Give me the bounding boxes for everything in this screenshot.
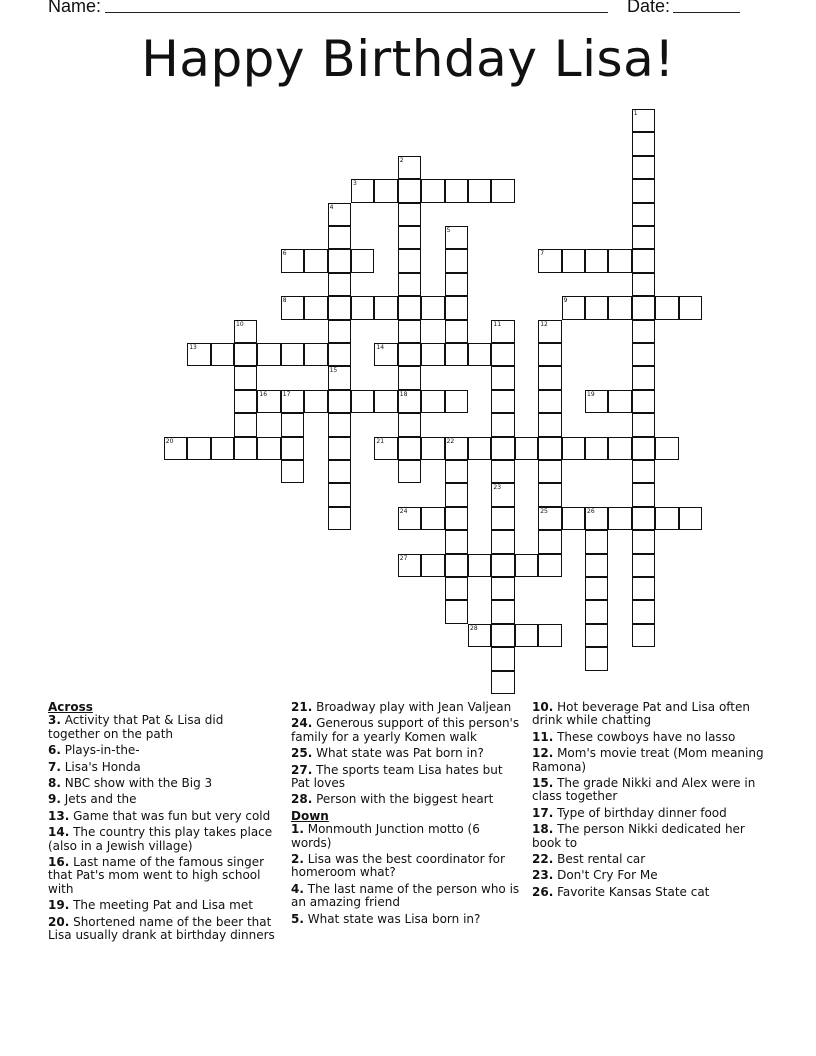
grid-cell[interactable] <box>608 296 631 319</box>
clue-item <box>48 761 278 774</box>
clue-item <box>532 853 772 866</box>
grid-cell[interactable] <box>374 343 397 366</box>
clue-item-text: Lisa's Honda <box>60 759 141 774</box>
clue-item <box>291 913 521 926</box>
grid-cell[interactable] <box>468 437 491 460</box>
clue-item <box>532 777 772 804</box>
grid-cell[interactable] <box>234 413 257 436</box>
grid-cell[interactable] <box>281 460 304 483</box>
clue-number: 27 <box>399 554 408 562</box>
clue-item <box>291 823 521 850</box>
grid-cell[interactable] <box>491 437 514 460</box>
clue-item <box>291 701 521 714</box>
grid-cell[interactable] <box>398 460 421 483</box>
grid-cell[interactable] <box>491 320 514 343</box>
clue-item <box>48 714 278 741</box>
across-clues-list-continued <box>291 701 521 807</box>
grid-cell[interactable] <box>632 343 655 366</box>
grid-cell[interactable] <box>632 226 655 249</box>
grid-cell[interactable] <box>491 343 514 366</box>
clue-number: 25 <box>540 507 548 515</box>
grid-cell[interactable] <box>585 554 608 577</box>
grid-cell[interactable] <box>632 249 655 272</box>
grid-cell[interactable] <box>164 437 187 460</box>
grid-cell[interactable] <box>398 554 421 577</box>
grid-cell[interactable] <box>257 390 280 413</box>
down-heading: Down <box>291 808 329 823</box>
clue-item <box>48 810 278 823</box>
grid-cell[interactable] <box>351 296 374 319</box>
clue-item-text: Shortened name of the beer that Lisa usually drank at birthday dinners <box>48 914 275 943</box>
grid-cell[interactable] <box>632 530 655 553</box>
grid-cell[interactable] <box>187 343 210 366</box>
grid-cell[interactable] <box>328 366 351 389</box>
clue-number: 24 <box>399 507 408 515</box>
grid-cell[interactable] <box>491 647 514 670</box>
grid-cell[interactable] <box>328 483 351 506</box>
grid-cell[interactable] <box>632 600 655 623</box>
clue-number: 19 <box>587 390 595 398</box>
grid-cell[interactable] <box>632 296 655 319</box>
grid-cell[interactable] <box>632 554 655 577</box>
clue-item-number: 25. <box>291 746 313 761</box>
grid-cell[interactable] <box>398 296 421 319</box>
grid-cell[interactable] <box>398 249 421 272</box>
clue-item-text: NBC show with the Big 3 <box>60 776 213 791</box>
grid-cell[interactable] <box>398 390 421 413</box>
grid-cell[interactable] <box>281 249 304 272</box>
grid-cell[interactable] <box>538 413 561 436</box>
grid-cell[interactable] <box>445 320 468 343</box>
grid-cell[interactable] <box>632 109 655 132</box>
grid-cell[interactable] <box>281 343 304 366</box>
grid-cell[interactable] <box>491 460 514 483</box>
grid-cell[interactable] <box>445 273 468 296</box>
clue-item <box>48 793 278 806</box>
grid-cell[interactable] <box>655 437 678 460</box>
grid-cell[interactable] <box>608 507 631 530</box>
clue-item <box>48 916 278 943</box>
grid-cell[interactable] <box>562 437 585 460</box>
clue-item-number: 6. <box>48 743 61 758</box>
grid-cell[interactable] <box>632 507 655 530</box>
grid-cell[interactable] <box>491 600 514 623</box>
grid-cell[interactable] <box>328 226 351 249</box>
clue-number: 21 <box>376 437 385 445</box>
clue-item-text: What state was Pat born in? <box>312 746 484 761</box>
clue-item-text: Monmouth Junction motto (6 words) <box>291 822 480 850</box>
grid-cell[interactable] <box>445 437 468 460</box>
clue-item-text: Last name of the famous singer that Pat's mom went to high school with <box>48 855 265 896</box>
grid-cell[interactable] <box>491 390 514 413</box>
grid-cell[interactable] <box>398 226 421 249</box>
grid-cell[interactable] <box>328 460 351 483</box>
grid-cell[interactable] <box>468 624 491 647</box>
clue-item-number: 1. <box>291 822 304 837</box>
clues-column-1 <box>48 701 278 946</box>
grid-cell[interactable] <box>632 203 655 226</box>
clue-item-number: 9. <box>48 792 61 807</box>
clue-item-text: Activity that Pat & Lisa did together on the path <box>48 713 224 741</box>
clue-item <box>48 899 278 912</box>
down-clues-list-continued <box>532 701 772 899</box>
grid-cell[interactable] <box>585 530 608 553</box>
clue-item-text: Hot beverage Pat and Lisa often drink while chatting <box>532 700 750 728</box>
clue-item-number: 28. <box>291 792 313 807</box>
grid-cell[interactable] <box>398 320 421 343</box>
grid-cell[interactable] <box>398 156 421 179</box>
grid-cell[interactable] <box>632 577 655 600</box>
clue-number: 3 <box>353 180 357 188</box>
grid-cell[interactable] <box>562 296 585 319</box>
clue-item-number: 13. <box>48 808 70 823</box>
grid-cell[interactable] <box>445 343 468 366</box>
grid-cell[interactable] <box>632 320 655 343</box>
grid-cell[interactable] <box>585 577 608 600</box>
grid-cell[interactable] <box>445 249 468 272</box>
grid-cell[interactable] <box>538 554 561 577</box>
grid-cell[interactable] <box>608 249 631 272</box>
clue-number: 26 <box>587 507 595 515</box>
clue-item <box>532 747 772 774</box>
grid-cell[interactable] <box>421 437 444 460</box>
grid-cell[interactable] <box>211 437 234 460</box>
grid-cell[interactable] <box>655 296 678 319</box>
clue-number: 4 <box>329 203 334 211</box>
clue-item-text: Person with the biggest heart <box>312 792 494 807</box>
clue-item <box>532 886 772 899</box>
clue-item-number: 8. <box>48 776 61 791</box>
grid-cell[interactable] <box>585 600 608 623</box>
grid-cell[interactable] <box>328 296 351 319</box>
clues-column-2 <box>291 701 521 929</box>
grid-cell[interactable] <box>328 249 351 272</box>
clue-item <box>291 883 521 910</box>
across-clues-list <box>48 714 278 942</box>
grid-cell[interactable] <box>374 390 397 413</box>
clue-item-text: The grade Nikki and Alex were in class together <box>532 776 756 804</box>
grid-cell[interactable] <box>351 390 374 413</box>
grid-cell[interactable] <box>468 343 491 366</box>
clue-item-text: Game that was fun but very cold <box>69 808 271 823</box>
clue-number: 11 <box>493 320 502 328</box>
clue-item-number: 3. <box>48 713 61 728</box>
clue-number: 23 <box>493 484 502 492</box>
grid-cell[interactable] <box>351 179 374 202</box>
clue-item-number: 7. <box>48 759 61 774</box>
clue-number: 12 <box>540 320 548 328</box>
clue-item <box>532 807 772 820</box>
grid-cell[interactable] <box>632 156 655 179</box>
grid-cell[interactable] <box>234 437 257 460</box>
grid-cell[interactable] <box>328 507 351 530</box>
grid-cell[interactable] <box>281 296 304 319</box>
grid-cell[interactable] <box>328 437 351 460</box>
grid-cell[interactable] <box>655 507 678 530</box>
clue-item <box>291 764 521 791</box>
clue-item-text: The last name of the person who is an amazing friend <box>291 881 520 910</box>
grid-cell[interactable] <box>679 507 702 530</box>
clue-number: 7 <box>540 250 545 258</box>
clue-item <box>291 747 521 760</box>
grid-cell[interactable] <box>468 554 491 577</box>
clue-item-text: Plays-in-the- <box>60 743 140 758</box>
grid-cell[interactable] <box>585 296 608 319</box>
grid-cell[interactable] <box>257 343 280 366</box>
grid-cell[interactable] <box>421 296 444 319</box>
grid-cell[interactable] <box>491 507 514 530</box>
grid-cell[interactable] <box>421 390 444 413</box>
grid-cell[interactable] <box>538 249 561 272</box>
grid-cell[interactable] <box>398 366 421 389</box>
grid-cell[interactable] <box>421 554 444 577</box>
clue-item <box>532 731 772 744</box>
grid-cell[interactable] <box>538 437 561 460</box>
clue-number: 6 <box>282 250 287 258</box>
clue-item-number: 15. <box>532 776 554 791</box>
clue-number: 16 <box>259 390 268 398</box>
grid-cell[interactable] <box>398 273 421 296</box>
grid-cell[interactable] <box>445 460 468 483</box>
clue-item <box>291 717 521 744</box>
grid-cell[interactable] <box>281 390 304 413</box>
grid-cell[interactable] <box>468 179 491 202</box>
grid-cell[interactable] <box>445 530 468 553</box>
clue-item-number: 22. <box>532 852 554 867</box>
clue-item-text: The country this play takes place (also in a Jewish village) <box>48 825 273 853</box>
clue-item-number: 10. <box>532 700 554 714</box>
grid-cell[interactable] <box>632 273 655 296</box>
down-clues-list <box>291 823 521 926</box>
clue-item-text: The sports team Lisa hates but Pat loves <box>291 762 503 791</box>
grid-cell[interactable] <box>234 390 257 413</box>
grid-cell[interactable] <box>632 132 655 155</box>
name-label: Name: <box>48 0 102 16</box>
grid-cell[interactable] <box>491 413 514 436</box>
grid-cell[interactable] <box>632 413 655 436</box>
clue-item-number: 18. <box>532 822 554 837</box>
grid-cell[interactable] <box>515 437 538 460</box>
clue-number: 14 <box>376 344 385 351</box>
grid-cell[interactable] <box>328 413 351 436</box>
clue-item-text: Generous support of this person's family for a yearly Komen walk <box>291 716 520 744</box>
grid-cell[interactable] <box>538 483 561 506</box>
grid-cell[interactable] <box>562 507 585 530</box>
clue-number: 15 <box>329 367 338 375</box>
grid-cell[interactable] <box>234 320 257 343</box>
grid-cell[interactable] <box>398 507 421 530</box>
clue-item-text: Mom's movie treat (Mom meaning Ramona) <box>532 746 764 774</box>
grid-cell[interactable] <box>538 320 561 343</box>
grid-cell[interactable] <box>632 179 655 202</box>
grid-cell[interactable] <box>585 437 608 460</box>
grid-cell[interactable] <box>538 460 561 483</box>
clue-item-text: The person Nikki dedicated her book to <box>532 822 745 850</box>
grid-cell[interactable] <box>585 249 608 272</box>
grid-cell[interactable] <box>632 624 655 647</box>
grid-cell[interactable] <box>281 437 304 460</box>
grid-cell[interactable] <box>632 366 655 389</box>
grid-cell[interactable] <box>257 437 280 460</box>
clue-item-text: Don't Cry For Me <box>553 868 658 883</box>
grid-cell[interactable] <box>538 507 561 530</box>
grid-cell[interactable] <box>445 600 468 623</box>
clue-number: 28 <box>470 624 478 632</box>
grid-cell[interactable] <box>679 296 702 319</box>
grid-cell[interactable] <box>632 390 655 413</box>
clue-number: 13 <box>189 344 197 351</box>
grid-cell[interactable] <box>515 624 538 647</box>
grid-cell[interactable] <box>374 179 397 202</box>
clue-item-text: These cowboys have no lasso <box>553 729 736 744</box>
grid-cell[interactable] <box>515 554 538 577</box>
grid-cell[interactable] <box>491 624 514 647</box>
grid-cell[interactable] <box>585 647 608 670</box>
date-label: Date: <box>627 0 671 16</box>
clues-column-3 <box>532 701 772 902</box>
grid-cell[interactable] <box>632 483 655 506</box>
grid-cell[interactable] <box>445 179 468 202</box>
grid-cell[interactable] <box>538 530 561 553</box>
grid-cell[interactable] <box>445 226 468 249</box>
clue-item <box>291 793 521 806</box>
clue-number: 22 <box>446 437 455 445</box>
grid-cell[interactable] <box>304 249 327 272</box>
grid-cell[interactable] <box>491 530 514 553</box>
grid-cell[interactable] <box>234 343 257 366</box>
grid-cell[interactable] <box>304 343 327 366</box>
grid-cell[interactable] <box>491 179 514 202</box>
clue-item-text: Jets and the <box>60 792 137 807</box>
grid-cell[interactable] <box>351 249 374 272</box>
grid-cell[interactable] <box>398 437 421 460</box>
grid-cell[interactable] <box>328 203 351 226</box>
grid-cell[interactable] <box>608 390 631 413</box>
grid-cell[interactable] <box>632 460 655 483</box>
clue-item-number: 16. <box>48 855 70 870</box>
clue-item-number: 4. <box>291 881 304 896</box>
grid-cell[interactable] <box>211 343 234 366</box>
clue-item-text: Lisa was the best coordinator for homeroom what? <box>291 852 505 880</box>
grid-cell[interactable] <box>328 320 351 343</box>
grid-cell[interactable] <box>374 296 397 319</box>
grid-cell[interactable] <box>398 343 421 366</box>
clue-item-number: 17. <box>532 805 554 820</box>
clue-item <box>532 823 772 850</box>
clue-item <box>532 701 772 728</box>
clue-number: 9 <box>563 297 568 305</box>
clue-item-number: 23. <box>532 868 554 883</box>
clue-item-text: Broadway play with Jean Valjean <box>312 700 512 714</box>
grid-cell[interactable] <box>491 366 514 389</box>
clue-number: 5 <box>446 227 451 234</box>
clue-item-text: Best rental car <box>553 852 646 867</box>
grid-cell[interactable] <box>538 366 561 389</box>
grid-cell[interactable] <box>445 507 468 530</box>
clue-item-number: 27. <box>291 762 313 777</box>
grid-cell[interactable] <box>445 296 468 319</box>
clue-number: 20 <box>165 437 174 445</box>
grid-cell[interactable] <box>445 390 468 413</box>
clue-number: 8 <box>282 297 287 305</box>
clue-item <box>532 869 772 882</box>
clue-number: 18 <box>399 390 408 398</box>
grid-cell[interactable] <box>491 554 514 577</box>
grid-cell[interactable] <box>445 577 468 600</box>
clue-item-number: 11. <box>532 729 554 744</box>
clue-number: 1 <box>633 110 638 117</box>
clue-item <box>48 856 278 896</box>
grid-cell[interactable] <box>374 437 397 460</box>
clue-item <box>48 777 278 790</box>
grid-cell[interactable] <box>421 179 444 202</box>
grid-cell[interactable] <box>328 273 351 296</box>
grid-cell[interactable] <box>398 203 421 226</box>
grid-cell[interactable] <box>585 507 608 530</box>
clue-item-text: Favorite Kansas State cat <box>553 884 710 899</box>
clue-item-number: 19. <box>48 898 70 913</box>
clue-item-text: The meeting Pat and Lisa met <box>69 898 253 913</box>
grid-cell[interactable] <box>398 179 421 202</box>
clue-item-number: 21. <box>291 700 313 714</box>
clue-item-number: 12. <box>532 746 554 761</box>
grid-cell[interactable] <box>304 390 327 413</box>
grid-cell[interactable] <box>304 296 327 319</box>
grid-cell[interactable] <box>585 390 608 413</box>
clue-number: 2 <box>399 156 404 164</box>
clue-item-text: Type of birthday dinner food <box>553 805 727 820</box>
grid-cell[interactable] <box>398 413 421 436</box>
clue-item-number: 20. <box>48 914 70 929</box>
page-title: Happy Birthday Lisa! <box>141 30 675 88</box>
clue-item-number: 26. <box>532 884 554 899</box>
grid-cell[interactable] <box>445 554 468 577</box>
grid-cell[interactable] <box>538 624 561 647</box>
clue-item <box>48 826 278 853</box>
grid-cell[interactable] <box>328 390 351 413</box>
grid-cell[interactable] <box>491 483 514 506</box>
clue-item-number: 5. <box>291 911 304 926</box>
grid-cell[interactable] <box>187 437 210 460</box>
clue-item-number: 24. <box>291 716 313 731</box>
grid-cell[interactable] <box>421 343 444 366</box>
grid-cell[interactable] <box>632 437 655 460</box>
clue-item-number: 2. <box>291 852 304 867</box>
grid-cell[interactable] <box>585 624 608 647</box>
across-heading: Across <box>48 700 93 714</box>
grid-cell[interactable] <box>538 343 561 366</box>
clue-item-text: What state was Lisa born in? <box>303 911 481 926</box>
grid-cell[interactable] <box>538 390 561 413</box>
clue-number: 17 <box>282 390 291 398</box>
clue-item-number: 14. <box>48 825 70 840</box>
grid-cell[interactable] <box>491 577 514 600</box>
grid-cell[interactable] <box>234 366 257 389</box>
grid-cell[interactable] <box>608 437 631 460</box>
clue-number: 10 <box>236 320 244 328</box>
grid-cell[interactable] <box>445 483 468 506</box>
grid-cell[interactable] <box>491 671 514 694</box>
grid-cell[interactable] <box>281 413 304 436</box>
clue-item <box>48 744 278 757</box>
grid-cell[interactable] <box>328 343 351 366</box>
clue-item <box>291 853 521 880</box>
grid-cell[interactable] <box>421 507 444 530</box>
grid-cell[interactable] <box>562 249 585 272</box>
